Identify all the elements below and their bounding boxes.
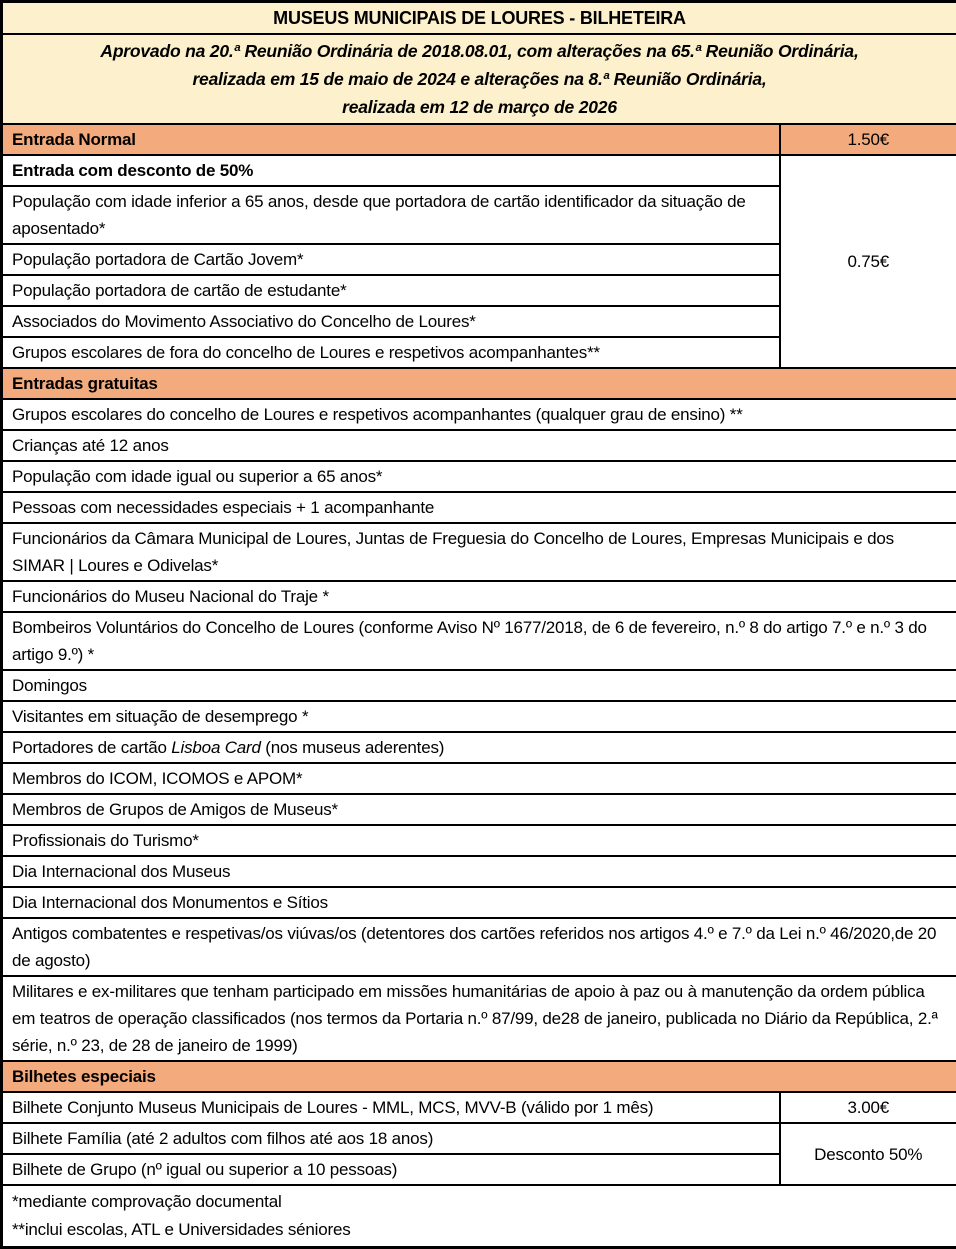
row-gratuita-desemprego: Visitantes em situação de desemprego * — [2, 701, 956, 732]
row-bilhete-familia: Bilhete Família (até 2 adultos com filhos até aos 18 anos) — [2, 1123, 780, 1154]
row-gratuita-antigos-combatentes: Antigos combatentes e respetivas/os viúvas/os (detentores dos cartões referidos nos artigos 4.º e 7.º da Lei n.º 46/2020,de 20 de agosto) — [2, 918, 956, 976]
row-gratuita-necessidades-especiais: Pessoas com necessidades especiais + 1 acompanhante — [2, 492, 956, 523]
table-row — [2, 124, 956, 155]
table-row — [2, 492, 956, 523]
row-desconto-grupos-escolares-fora: Grupos escolares de fora do concelho de Loures e respetivos acompanhantes** — [2, 337, 780, 368]
section-header-entrada-normal: Entrada Normal — [2, 124, 780, 155]
table-row — [2, 918, 956, 976]
price-familia-grupo: Desconto 50% — [780, 1123, 956, 1185]
row-bilhete-conjunto: Bilhete Conjunto Museus Municipais de Loures - MML, MCS, MVV-B (válido por 1 mês) — [2, 1092, 780, 1123]
row-gratuita-funcionarios-camara: Funcionários da Câmara Municipal de Loures, Juntas de Freguesia do Concelho de Loures, Empresas Municipais e dos SIMAR | Loures e Odivelas* — [2, 523, 956, 581]
lisboa-card-name: Lisboa Card — [171, 738, 260, 757]
table-row — [2, 155, 956, 186]
table-row — [2, 856, 956, 887]
page-title: MUSEUS MUNICIPAIS DE LOURES - BILHETEIRA — [2, 2, 956, 35]
table-row — [2, 430, 956, 461]
row-gratuita-dia-museus: Dia Internacional dos Museus — [2, 856, 956, 887]
table-row — [2, 1061, 956, 1092]
row-desconto-estudante: População portadora de cartão de estudante* — [2, 275, 780, 306]
lisboa-card-suffix: (nos museus aderentes) — [261, 738, 444, 757]
row-gratuita-turismo: Profissionais do Turismo* — [2, 825, 956, 856]
row-gratuita-dia-monumentos: Dia Internacional dos Monumentos e Sítios — [2, 887, 956, 918]
table-row — [2, 887, 956, 918]
section-header-desconto-50: Entrada com desconto de 50% — [2, 155, 780, 186]
approval-note-line: realizada em 12 de março de 2026 — [12, 93, 947, 121]
approval-note — [2, 34, 956, 124]
table-row — [2, 34, 956, 124]
row-gratuita-criancas: Crianças até 12 anos — [2, 430, 956, 461]
row-desconto-cartao-jovem: População portadora de Cartão Jovem* — [2, 244, 780, 275]
table-row — [2, 825, 956, 856]
table-row — [2, 523, 956, 581]
table-row — [2, 1092, 956, 1123]
row-gratuita-bombeiros: Bombeiros Voluntários do Concelho de Loures (conforme Aviso Nº 1677/2018, de 6 de fevereiro, n.º 8 do artigo 7.º e n.º 3 do artigo 9.º) * — [2, 612, 956, 670]
lisboa-card-prefix: Portadores de cartão — [12, 738, 171, 757]
footnotes — [2, 1185, 956, 1248]
footnote-single-asterisk: *mediante comprovação documental — [12, 1188, 947, 1216]
row-gratuita-icom: Membros do ICOM, ICOMOS e APOM* — [2, 763, 956, 794]
table-row — [2, 368, 956, 399]
price-bilhete-conjunto: 3.00€ — [780, 1092, 956, 1123]
table-row — [2, 461, 956, 492]
row-gratuita-domingos: Domingos — [2, 670, 956, 701]
row-gratuita-amigos-museus: Membros de Grupos de Amigos de Museus* — [2, 794, 956, 825]
table-row — [2, 612, 956, 670]
table-row — [2, 1185, 956, 1248]
row-gratuita-grupos-escolares-concelho: Grupos escolares do concelho de Loures e respetivos acompanhantes (qualquer grau de ensino) ** — [2, 399, 956, 430]
table-row — [2, 670, 956, 701]
row-gratuita-militares: Militares e ex-militares que tenham participado em missões humanitárias de apoio à paz ou à manutenção da ordem pública em teatros de operação classificados (nos termos da Portaria n.º 87/99, de28 de janeiro, publicada no Diário da República, 2.ª série, n.º 23, de 28 de janeiro de 1999) — [2, 976, 956, 1061]
row-desconto-aposentado: População com idade inferior a 65 anos, desde que portadora de cartão identificador da situação de aposentado* — [2, 186, 780, 244]
row-bilhete-grupo: Bilhete de Grupo (nº igual ou superior a 10 pessoas) — [2, 1154, 780, 1185]
row-gratuita-lisboa-card — [2, 732, 956, 763]
table-row — [2, 763, 956, 794]
approval-note-line: realizada em 15 de maio de 2024 e alterações na 8.ª Reunião Ordinária, — [12, 65, 947, 93]
table-row — [2, 399, 956, 430]
table-row — [2, 581, 956, 612]
footnote-double-asterisk: **inclui escolas, ATL e Universidades séniores — [12, 1216, 947, 1244]
section-header-entradas-gratuitas: Entradas gratuitas — [2, 368, 956, 399]
table-row — [2, 732, 956, 763]
table-row — [2, 794, 956, 825]
row-gratuita-65-anos: População com idade igual ou superior a 65 anos* — [2, 461, 956, 492]
row-desconto-associados: Associados do Movimento Associativo do Concelho de Loures* — [2, 306, 780, 337]
table-row — [2, 1123, 956, 1154]
table-row — [2, 976, 956, 1061]
price-desconto-50: 0.75€ — [780, 155, 956, 368]
approval-note-line: Aprovado na 20.ª Reunião Ordinária de 2018.08.01, com alterações na 65.ª Reunião Ordinária, — [12, 37, 947, 65]
table-row — [2, 2, 956, 35]
row-gratuita-funcionarios-traje: Funcionários do Museu Nacional do Traje * — [2, 581, 956, 612]
price-entrada-normal: 1.50€ — [780, 124, 956, 155]
section-header-bilhetes-especiais: Bilhetes especiais — [2, 1061, 956, 1092]
table-row — [2, 701, 956, 732]
